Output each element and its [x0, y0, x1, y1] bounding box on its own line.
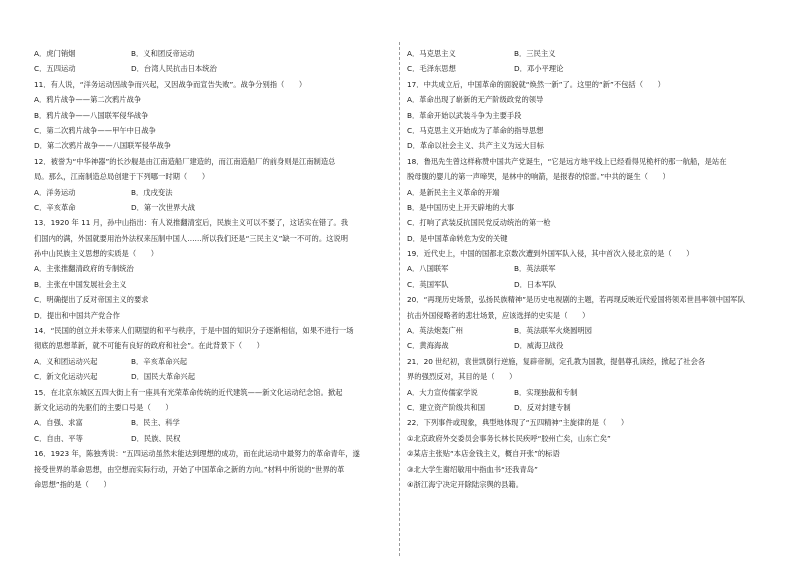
answer-option: A．义和团运动兴起: [34, 356, 98, 366]
answer-option: C．辛亥革命: [34, 202, 76, 212]
option-row: [34, 185, 390, 200]
option-row: [407, 385, 763, 400]
answer-option: C．毛泽东思想: [407, 64, 456, 74]
text-line: B．主张在中国发展社会主义: [34, 279, 127, 289]
text-line: 22．下列事件或现象，典型地体现了“五四精神”主旋律的是（ ）: [407, 418, 629, 428]
option-row: [34, 369, 390, 384]
text-line: D．第二次鸦片战争——八国联军侵华战争: [34, 141, 171, 151]
answer-option: D．日本军队: [514, 279, 557, 289]
text-line: 11．有人说，“洋务运动因战争而兴起，又因战争而宣告失败”。战争分别指（ ）: [34, 79, 307, 89]
column-divider: [399, 42, 400, 556]
option-row: [407, 61, 763, 76]
answer-option: C．新文化运动兴起: [34, 372, 98, 382]
text-line: B．革命开始以武装斗争为主要手段: [407, 110, 522, 120]
text-line: 局。那么，江南制造总局创建于下列哪一时期（ ）: [34, 172, 210, 182]
answer-option: A．八国联军: [407, 264, 449, 274]
text-line: C．马克思主义开始成为了革命的指导思想: [407, 125, 544, 135]
answer-option: D．台湾人民抗击日本统治: [131, 64, 217, 74]
answer-option: B．英法联军火烧圆明园: [514, 326, 592, 336]
option-row: [34, 354, 390, 369]
answer-option: A．大力宣传儒家学说: [407, 387, 478, 397]
answer-option: B．民主、科学: [131, 418, 180, 428]
answer-option: C．五四运动: [34, 64, 76, 74]
text-line: D．是中国革命转危为安的关键: [407, 233, 508, 243]
answer-option: C．黄海海战: [407, 341, 449, 351]
text-line: B．鸦片战争——八国联军侵华战争: [34, 110, 149, 120]
text-line: ④浙江海宁决定开除陆宗舆的县籍。: [407, 479, 523, 489]
answer-option: B．英法联军: [514, 264, 556, 274]
answer-option: B．辛亥革命兴起: [131, 356, 188, 366]
text-line: A．主张推翻清政府的专制统治: [34, 264, 134, 274]
option-row: [34, 415, 390, 430]
option-row: [34, 200, 390, 215]
text-line: 19．近代史上，中国的国都北京数次遭到外国军队入侵，其中首次入侵北京的是（ ）: [407, 249, 694, 259]
text-line: 们国内的满，外国就要用治外法权来压制中国人……所以我们还是“三民主义”缺一不可的。这说明: [34, 233, 349, 243]
left-column: [34, 46, 390, 492]
option-row: [407, 277, 763, 292]
option-row: [407, 46, 763, 61]
text-line: 21．20 世纪初，袁世凯倒行逆施，复辟帝制，定孔教为国教，提倡尊孔读经，掀起了社会各: [407, 356, 706, 366]
text-line: 13．1920 年 11 月，孙中山指出：有人说推翻清室后，民族主义可以不要了，这话实在错了。我: [34, 218, 349, 228]
answer-option: A．马克思主义: [407, 49, 456, 58]
answer-option: B．义和团反帝运动: [131, 49, 195, 58]
text-line: ②某店主张贴“本店金钱主义，概自开张”的标语: [407, 449, 560, 459]
text-line: ①北京政府外交委员会事务长林长民疾呼“胶州亡矣，山东亡矣”: [407, 433, 611, 443]
text-line: 新文化运动的先驱们的主要口号是（ ）: [34, 402, 173, 412]
text-line: 14．“民国的创立并未带来人们期望的和平与秩序，于是中国的知识分子逐渐相信，如果不进行一场: [34, 326, 354, 336]
option-row: [407, 261, 763, 276]
answer-option: A．虎门销烟: [34, 49, 76, 58]
text-line: A．是新民主主义革命的开端: [407, 187, 500, 197]
text-line: 12．被誉为“中华神器”的长沙舰是由江南造船厂建造的，而江南造船厂的前身则是江南制造总: [34, 156, 336, 166]
text-line: ③北大学生谢绍敏用中指血书“还我青岛”: [407, 464, 538, 474]
answer-option: B．实现独裁和专制: [514, 387, 578, 397]
text-line: 16．1923 年，陈独秀说：“五四运动虽然未能达到理想的成功，而在此运动中最努力的革命青年，遂: [34, 449, 360, 459]
option-row: [407, 400, 763, 415]
answer-option: D．民族、民权: [131, 433, 181, 443]
option-row: [407, 338, 763, 353]
text-line: 20．“再现历史场景，弘扬民族精神”是历史电视剧的主题，若再现反映近代爱国将领邓世昌率领中国军队: [407, 295, 745, 305]
option-row: [34, 61, 390, 76]
text-line: 彻底的思想革新，就不可能有良好的政府和社会”。在此背景下（ ）: [34, 341, 264, 351]
option-row: [34, 46, 390, 61]
answer-option: C．建立资产阶级共和国: [407, 402, 486, 412]
text-line: A．革命出现了崭新的无产阶级政党的领导: [407, 95, 544, 105]
text-line: 界的强烈反对，其目的是（ ）: [407, 372, 517, 382]
text-line: 孙中山民族主义思想的实质是（ ）: [34, 249, 159, 259]
text-line: A．鸦片战争——第二次鸦片战争: [34, 95, 142, 105]
text-line: C．明确提出了反对帝国主义的要求: [34, 295, 149, 305]
answer-option: B．戊戌变法: [131, 187, 173, 197]
text-line: B．是中国历史上开天辟地的大事: [407, 202, 515, 212]
answer-option: A．英法炮轰广州: [407, 326, 464, 336]
answer-option: C．英国军队: [407, 279, 449, 289]
answer-option: A．洋务运动: [34, 187, 76, 197]
text-line: 脱母腹的婴儿的第一声啼哭，是林中的响箭，是报春的惊雷。”中共的诞生（ ）: [407, 172, 670, 182]
option-row: [34, 431, 390, 446]
answer-option: C．自由、平等: [34, 433, 83, 443]
text-line: 15．在北京东城区五四大街上有一座具有光荣革命传统的近代建筑——新文化运动纪念馆。掀起: [34, 387, 343, 397]
answer-option: D．反对封建专制: [514, 402, 571, 412]
text-line: C．打响了武装反抗国民党反动统治的第一枪: [407, 218, 551, 228]
text-line: 18．鲁迅先生曾这样称赞中国共产党诞生，“它是远方地平线上已经看得见桅杆的那一航船，是站在: [407, 156, 727, 166]
text-line: 接受世界的革命思想，由空想而实际行动，开始了中国革命之新的方向。”材料中所说的“世界的革: [34, 464, 345, 474]
answer-option: D．第一次世界大战: [131, 202, 195, 212]
text-line: D．提出和中国共产党合作: [34, 310, 120, 320]
text-line: C．第二次鸦片战争——甲午中日战争: [34, 125, 156, 135]
answer-option: B．三民主义: [514, 49, 556, 58]
text-line: 抗击外国侵略者的悲壮场景，应该选择的史实是（ ）: [407, 310, 590, 320]
option-row: [407, 323, 763, 338]
answer-option: D．威海卫战役: [514, 341, 564, 351]
text-line: 命思想”指的是（ ）: [34, 479, 111, 489]
text-line: 17．中共成立后，中国革命的面貌就“焕然一新”了。这里的“新”不包括（ ）: [407, 79, 665, 89]
answer-option: D．国民大革命兴起: [131, 372, 195, 382]
answer-option: D．邓小平理论: [514, 64, 564, 74]
answer-option: A．自强、求富: [34, 418, 83, 428]
right-column: [407, 46, 763, 492]
text-line: D．革命以社会主义、共产主义为远大目标: [407, 141, 544, 151]
